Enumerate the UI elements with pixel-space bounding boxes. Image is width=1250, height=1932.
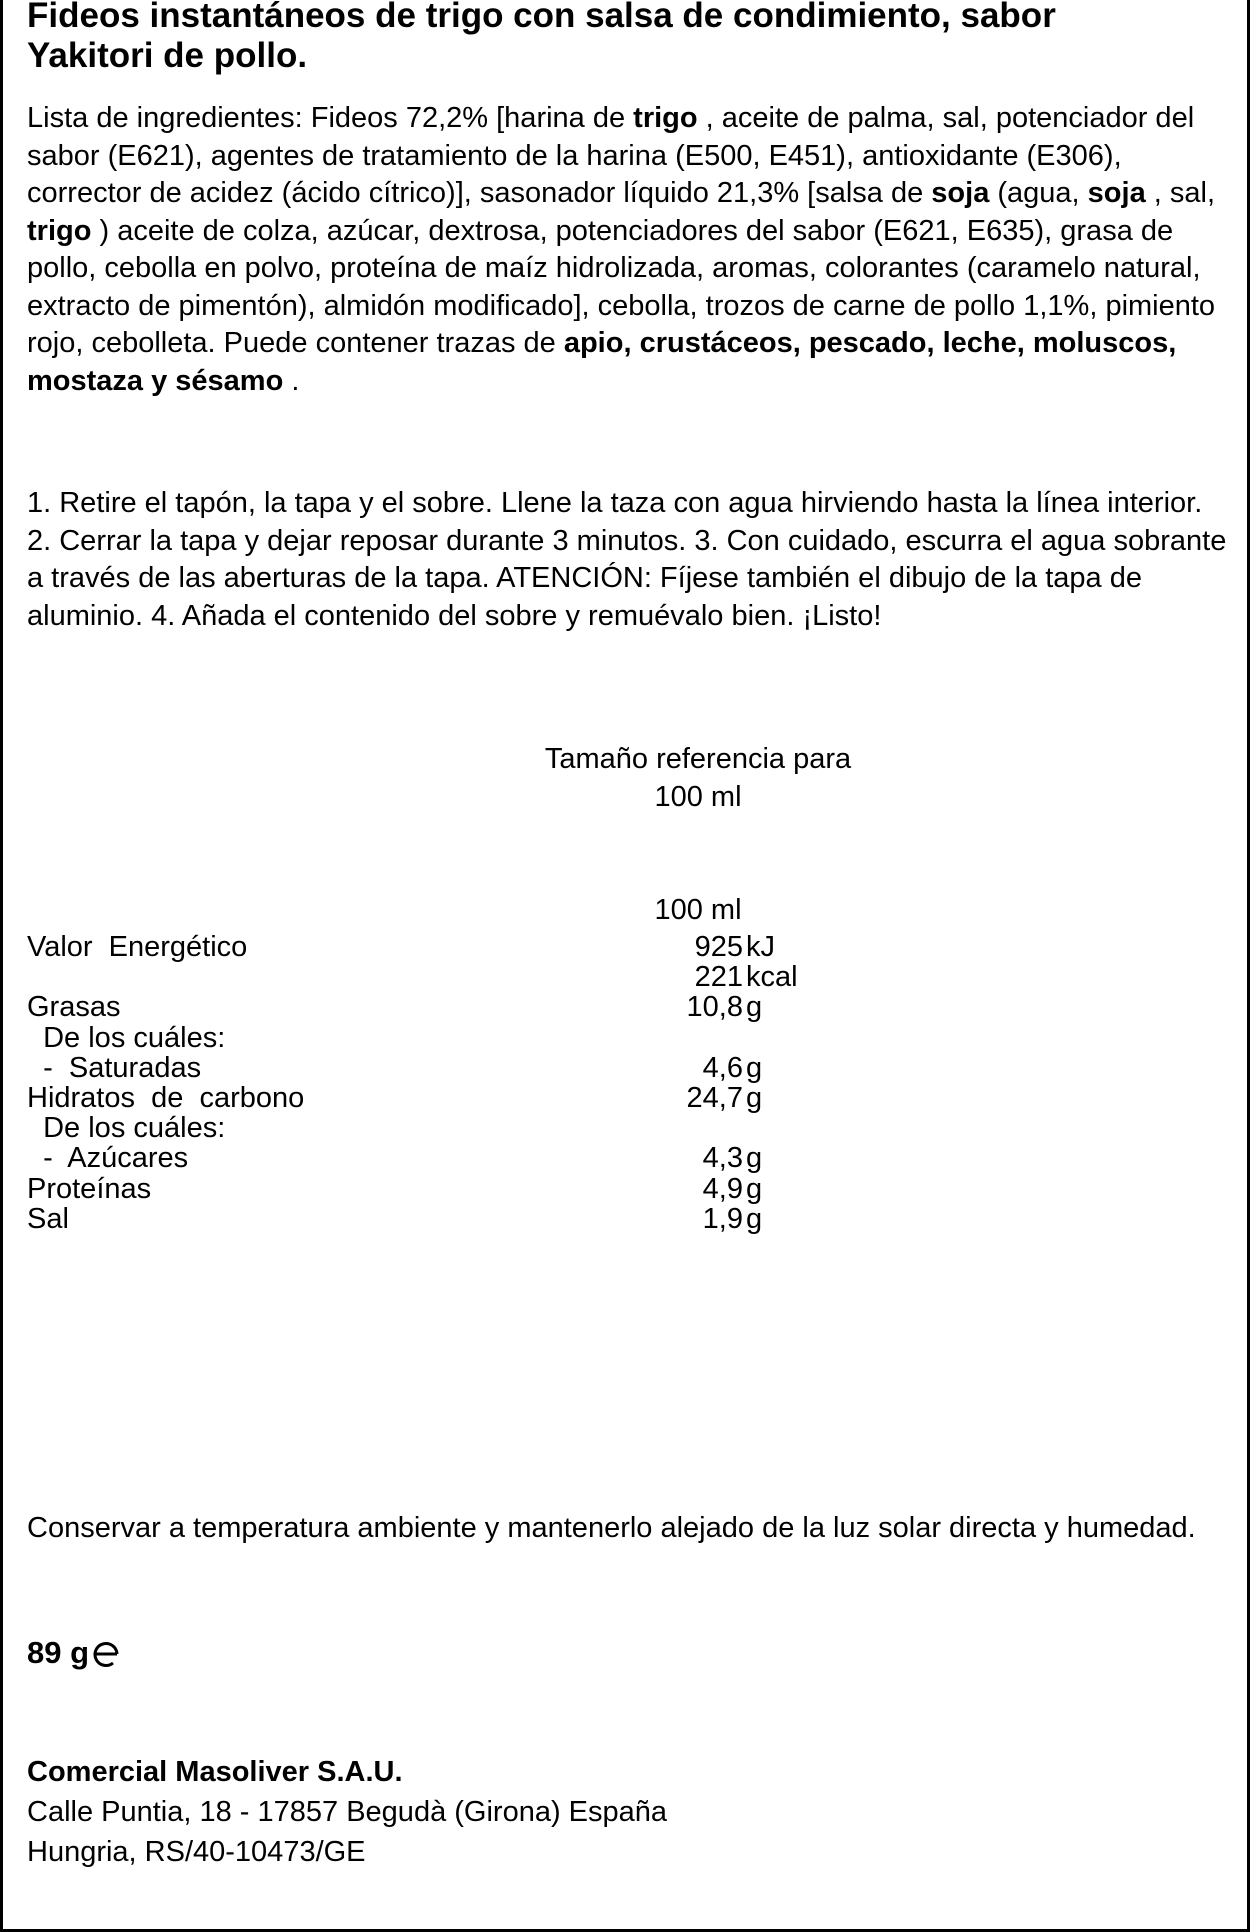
nutrient-label: De los cuáles: <box>27 1112 226 1145</box>
allergen-text: soja <box>931 177 990 209</box>
allergen-text: soja <box>1087 177 1146 209</box>
nutrition-reference-line1: Tamaño referencia para <box>544 743 852 775</box>
nutrient-value <box>687 1080 763 1117</box>
nutrition-reference-header <box>473 740 923 816</box>
nutrient-label: Hidratos de carbono <box>27 1082 305 1114</box>
nutrient-unit: kcal <box>746 961 798 994</box>
storage-instructions: Conservar a temperatura ambiente y mantenerlo alejado de la luz solar directa y humedad. <box>27 1512 1196 1544</box>
nutrient-amount: 4,3 <box>702 1142 743 1175</box>
nutrient-label: De los cuáles: <box>27 1021 226 1054</box>
nutrient-value <box>687 989 763 1026</box>
net-weight <box>27 1633 121 1679</box>
nutrient-amount: 4,6 <box>702 1051 743 1084</box>
nutrient-unit: g <box>746 991 763 1024</box>
nutrient-label: Proteínas <box>27 1172 152 1205</box>
product-title-line2: Yakitori de pollo. <box>27 36 308 75</box>
nutrient-amount: 1,9 <box>702 1202 743 1235</box>
ingredients-list <box>27 100 1227 400</box>
ingredient-text: Lista de ingredientes: Fideos 72,2% [harina de <box>27 102 634 134</box>
nutrient-label: - Saturadas <box>27 1051 202 1084</box>
nutrient-unit: g <box>746 1051 763 1084</box>
e-mark-icon <box>91 1639 121 1679</box>
nutrient-amount: 4,9 <box>702 1172 743 1205</box>
product-title-line1: Fideos instantáneos de trigo con salsa de condimiento, sabor <box>27 0 1056 35</box>
company-name: Comercial Masoliver S.A.U. <box>27 1756 403 1788</box>
allergen-text: trigo <box>27 214 92 247</box>
nutrition-reference-line2: 100 ml <box>654 781 742 813</box>
nutrient-unit: kJ <box>746 931 775 963</box>
allergen-text: apio, crustáceos, pescado, leche, moluscos, mostaza y sésamo <box>27 327 1177 397</box>
company-origin: Hungria, RS/40-10473/GE <box>27 1836 366 1868</box>
nutrient-amount: 10,8 <box>686 991 743 1024</box>
net-weight-value: 89 g <box>27 1635 90 1670</box>
nutrition-column-header: 100 ml <box>654 894 742 926</box>
ingredient-text: (agua, <box>989 177 1088 209</box>
nutrient-label: Sal <box>27 1202 69 1235</box>
ingredient-text: . <box>283 364 300 397</box>
nutrient-value <box>703 1201 762 1238</box>
nutrient-amount: 925 <box>694 931 743 963</box>
nutrient-label: Grasas <box>27 991 121 1024</box>
allergen-text: trigo <box>633 102 698 134</box>
nutrient-unit: g <box>746 1142 763 1175</box>
nutrient-unit: g <box>746 1082 763 1114</box>
nutrient-amount: 24,7 <box>686 1082 743 1114</box>
preparation-instructions: 1. Retire el tapón, la tapa y el sobre. Llene la taza con agua hirviendo hasta la línea interior. 2. Cerrar la tapa y dejar reposar durante 3 minutos. 3. Con cuidado, escurra el agua sobrante a través de las aberturas de la tapa. ATENCIÓN: Fíjese también el dibujo de la tapa de aluminio. 4. Añada el contenido del sobre y remuévalo bien. ¡Listo! <box>27 487 1227 632</box>
nutrient-unit: g <box>746 1202 763 1235</box>
ingredient-text: ) aceite de colza, azúcar, dextrosa, potenciadores del sabor (E621, E635), grasa de pollo, cebolla en polvo, proteína de maíz hidrolizada, aromas, colorantes (caramelo natural, extracto de pimentón), almidón modificado], cebolla, trozos de carne de pollo 1,1%, pimiento rojo, cebolleta. Puede contener trazas de <box>27 214 1216 359</box>
nutrient-amount: 221 <box>694 961 743 994</box>
nutrient-label: Valor Energético <box>27 931 248 963</box>
ingredient-text: , sal, <box>1145 177 1216 209</box>
company-address: Calle Puntia, 18 - 17857 Begudà (Girona) España <box>27 1796 668 1828</box>
ingredient-text: , aceite de palma, sal, potenciador del sabor (E621), agentes de tratamiento de la harina (E500, E451), antioxidante (E306), corrector de acidez (ácido cítrico)], sasonador líquido 21,3% [salsa de <box>27 102 1195 209</box>
nutrient-unit: g <box>746 1172 763 1205</box>
nutrient-label: - Azúcares <box>27 1142 189 1175</box>
product-title <box>27 0 1250 76</box>
